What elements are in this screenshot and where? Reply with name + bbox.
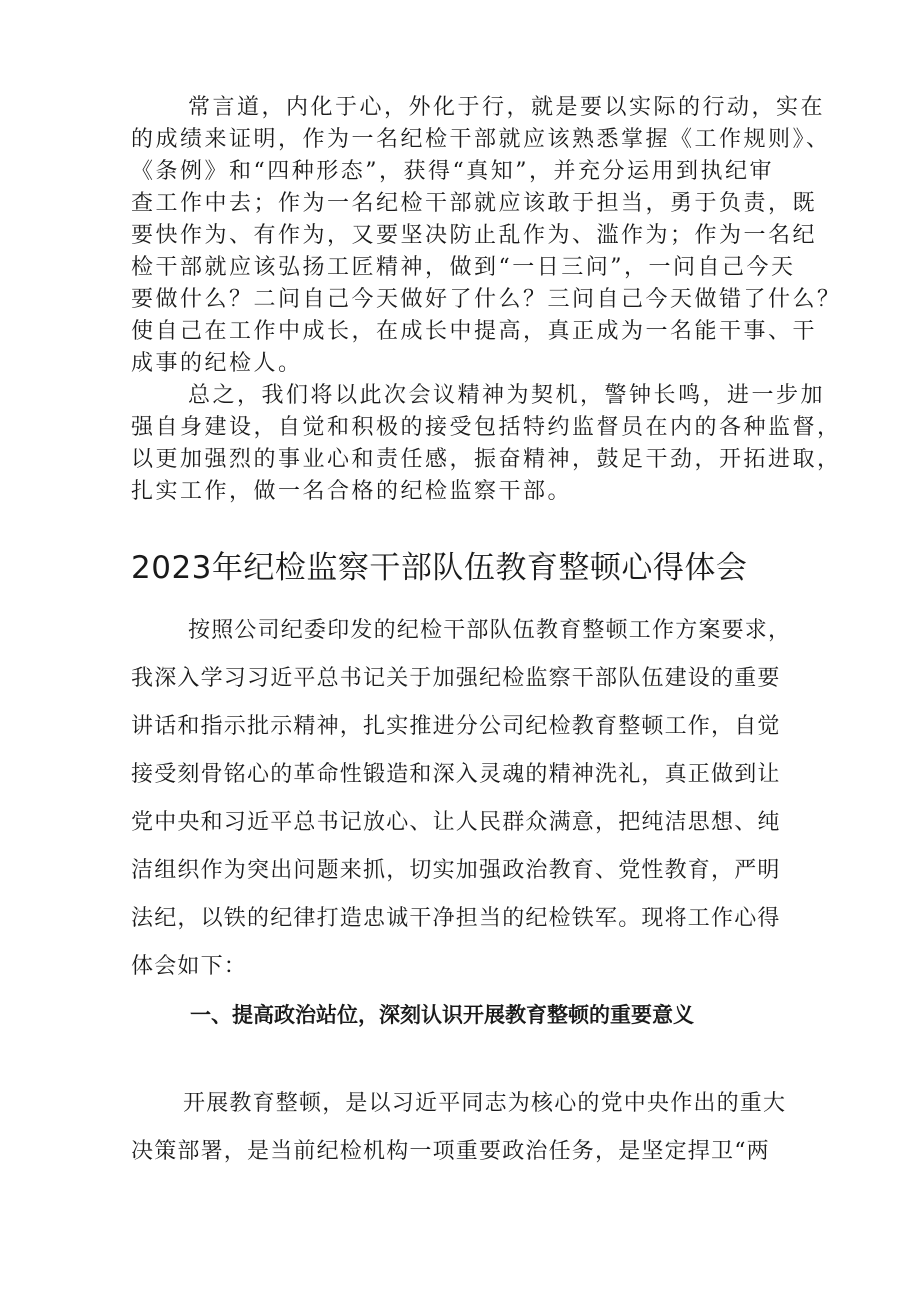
paragraph-line: 成事的纪检人。 (131, 351, 303, 376)
paragraph-line: 开展教育整顿，是以习近平同志为核心的党中央作出的重大 (183, 1091, 787, 1116)
paragraph-line: 讲话和指示批示精神，扎实推进分公司纪检教育整顿工作，自觉 (131, 714, 781, 739)
paragraph-line: 强自身建设，自觉和积极的接受包括特约监督员在内的各种监督， (131, 415, 842, 440)
paragraph-line: 以更加强烈的事业心和责任感，振奋精神，鼓足干劲，开拓进取， (131, 447, 842, 472)
paragraph-line: 体会如下： (131, 954, 248, 979)
paragraph-line: 总之，我们将以此次会议精神为契机，警钟长鸣，进一步加 (188, 383, 826, 408)
paragraph-line: 接受刻骨铭心的革命性锻造和深入灵魂的精神洗礼，真正做到让 (131, 762, 781, 787)
paragraph-line: 要做什么？二问自己今天做好了什么？三问自己今天做错了什么？ (131, 287, 842, 312)
paragraph-line: 决策部署，是当前纪检机构一项重要政治任务，是坚定捍卫“两 (131, 1139, 770, 1164)
section-heading: 一、提高政治站位，深刻认识开展教育整顿的重要意义 (190, 1003, 694, 1027)
paragraph-line: 法纪，以铁的纪律打造忠诚干净担当的纪检铁军。现将工作心得 (131, 906, 781, 931)
paragraph-line: 按照公司纪委印发的纪检干部队伍教育整顿工作方案要求， (188, 618, 792, 643)
paragraph-line: 我深入学习习近平总书记关于加强纪检监察干部队伍建设的重要 (131, 666, 781, 691)
paragraph-line: 的成绩来证明，作为一名纪检干部就应该熟悉掌握《工作规则》、 (131, 127, 831, 152)
paragraph-line: 党中央和习近平总书记放心、让人民群众满意，把纯洁思想、纯 (131, 810, 781, 835)
article-title: 2023年纪检监察干部队伍教育整顿心得体会 (131, 550, 748, 586)
paragraph-line: 要快作为、有作为，又要坚决防止乱作为、滥作为；作为一名纪 (131, 223, 818, 248)
paragraph-line: 使自己在工作中成长，在成长中提高，真正成为一名能干事、干 (131, 319, 818, 344)
paragraph-line: 查工作中去；作为一名纪检干部就应该敢于担当，勇于负责，既 (131, 191, 818, 216)
paragraph-line: 《条例》和“四种形态”，获得“真知”，并充分运用到执纪审 (131, 159, 774, 184)
paragraph-line: 常言道，内化于心，外化于行，就是要以实际的行动，实在 (188, 95, 826, 120)
paragraph-line: 洁组织作为突出问题来抓，切实加强政治教育、党性教育，严明 (131, 858, 781, 883)
paragraph-line: 扎实工作，做一名合格的纪检监察干部。 (131, 479, 573, 504)
paragraph-line: 检干部就应该弘扬工匠精神，做到“一日三问”，一问自己今天 (131, 255, 796, 280)
